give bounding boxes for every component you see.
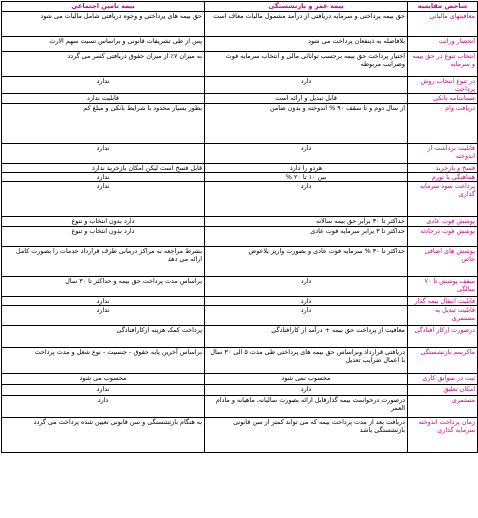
table-row [2, 103, 478, 143]
criteria-cell: دریافت وام [408, 103, 478, 143]
social-security-cell: بطور بسیار محدود با شرایط بانکی و مبلغ کم [2, 103, 205, 143]
life-insurance-cell: بین ۱۰ تا ۲۰ % [205, 172, 408, 181]
social-security-cell: ندارد [2, 306, 205, 326]
criteria-cell: معافیتهای مالیاتی [408, 12, 478, 37]
life-insurance-cell: اختیار پرداخت حق بیمه برحسب توانائی مالی و انتخاب سرمایه فوت وضرایب مربوطه [205, 52, 408, 77]
life-insurance-cell: معافیت از پرداخت حق بیمه + درآمد از کارافتادگی [205, 326, 408, 348]
life-insurance-cell: دارد [205, 143, 408, 163]
header-life-insurance: بیمه عمر و بازنشستگی [205, 2, 408, 12]
social-security-cell: ندارد [2, 143, 205, 163]
criteria-cell: سقف پوشش تا ۷۰ سالگی [408, 277, 478, 297]
table-row [2, 396, 478, 418]
life-insurance-cell: دارد [205, 297, 408, 306]
table-row [2, 52, 478, 77]
table-row [2, 163, 478, 172]
social-security-cell: براساس آخرین پایه حقوق - جنسیت - نوع شغل و مدت پرداخت [2, 348, 205, 374]
social-security-cell: ندارد [2, 385, 205, 396]
criteria-cell: ثبت در سوابق کاری [408, 374, 478, 385]
social-security-cell: ندارد [2, 77, 205, 94]
life-insurance-cell: دارد [205, 306, 408, 326]
table-row [2, 297, 478, 306]
table-row [2, 77, 478, 94]
life-insurance-cell: بلافاصله به ذینفعان پرداخت می شود [205, 37, 408, 52]
social-security-cell: دارد [2, 396, 205, 418]
criteria-cell: انحصار وراثت [408, 37, 478, 52]
criteria-cell: قابلیت تبدیل به مستمری [408, 306, 478, 326]
table-row [2, 217, 478, 227]
header-row [2, 2, 478, 12]
table-row [2, 306, 478, 326]
social-security-cell: پرداخت کمک هزینه ازکارافتادگی [2, 326, 205, 348]
social-security-cell: دارد بدون انتخاب و تنوع [2, 217, 205, 227]
social-security-cell: ندارد [2, 182, 205, 217]
criteria-cell: پوشش های اضافی خاص [408, 247, 478, 277]
social-security-cell: حق بیمه های پرداختی و وجوه دریافتی شامل مالیات می شود [2, 12, 205, 37]
table-row [2, 247, 478, 277]
criteria-cell: زمان پرداخت اندوخته سرمایه گذاری [408, 418, 478, 453]
table-row [2, 277, 478, 297]
life-insurance-cell: دریافت بعد از مدت پرداخت بیمه که می تواند کمتر از سن قانونی بازنشستگی باشد [205, 418, 408, 453]
table-row [2, 348, 478, 374]
social-security-cell: قابلیت ندارد [2, 94, 205, 103]
table-row [2, 374, 478, 385]
criteria-cell: قابلیت انتقال بیمه گذار [408, 297, 478, 306]
criteria-cell: درصورت ازکار افتادگی [408, 326, 478, 348]
criteria-cell: فسخ و بازخرید [408, 163, 478, 172]
table-body [2, 12, 478, 453]
life-insurance-cell: دارد [205, 385, 408, 396]
social-security-cell: پس از طی تشریفات قانونی و براساس نسبت سهم الارث [2, 37, 205, 52]
social-security-cell: به میزان ۷٪ از میزان حقوق دریافتی کسر می گردد [2, 52, 205, 77]
social-security-cell: ندارد [2, 297, 205, 306]
table-row [2, 37, 478, 52]
life-insurance-cell: دریافتی قرارداد وبراساس حق بیمه های پرداختی طی مدت ۵ الی ۳۰ سال با اعمال ضرایب تعدیل [205, 348, 408, 374]
social-security-cell: براساس مدت پرداخت حق بیمه و حداکثر تا ۳۰ سال [2, 277, 205, 297]
table-row [2, 12, 478, 37]
social-security-cell: بشرط مراجعه به مراکز درمانی طرف قرارداد خدمات را بصورت کامل ارائه می دهد [2, 247, 205, 277]
table-row [2, 326, 478, 348]
life-insurance-cell: حداکثر تا ۳ برابر سرمایه فوت عادی [205, 227, 408, 247]
table-row [2, 143, 478, 163]
life-insurance-cell: قابل تبدیل و ارائه است [205, 94, 408, 103]
life-insurance-cell: دارد [205, 182, 408, 217]
life-insurance-cell: دارد [205, 277, 408, 297]
criteria-cell: مستمری [408, 396, 478, 418]
criteria-cell: امکان تعلیق [408, 385, 478, 396]
table-row [2, 172, 478, 181]
table-row [2, 227, 478, 247]
life-insurance-cell: حداکثر تا ۳۰ % سرمایه فوت عادی و بصورت واریز بلاعوض [205, 247, 408, 277]
table-row [2, 418, 478, 453]
criteria-cell: پرداخت سود سرمایه گذاری [408, 182, 478, 217]
life-insurance-cell: درصورت درخواست بیمه گذارقابل ارائه بصورت سالیانه، ماهیانه و مادام العمر [205, 396, 408, 418]
social-security-cell: قابل فسخ است لیکن امکان بازخرید ندارد [2, 163, 205, 172]
criteria-cell: هماهنگی با تورم [408, 172, 478, 181]
criteria-cell: ضمانتنامه بانکی [408, 94, 478, 103]
social-security-cell: دارد بدون انتخاب و تنوع [2, 227, 205, 247]
social-security-cell: ندارد [2, 172, 205, 181]
table-row [2, 385, 478, 396]
life-insurance-cell: محسوب نمی شود [205, 374, 408, 385]
life-insurance-cell: دارد [205, 77, 408, 94]
comparison-table [1, 1, 478, 453]
life-insurance-cell: هردو را دارد [205, 163, 408, 172]
criteria-cell: پوشش فوت عادی [408, 217, 478, 227]
life-insurance-cell: حداکثر تا ۳۰ برابر حق بیمه سالانه [205, 217, 408, 227]
table-row [2, 94, 478, 103]
social-security-cell: محسوب می شود [2, 374, 205, 385]
criteria-cell: پوشش فوت درحادثه [408, 227, 478, 247]
criteria-cell: قابلیت برداشت از اندوخته [408, 143, 478, 163]
criteria-cell: در تنوع انتخاب روش پرداخت [408, 77, 478, 94]
criteria-cell: انتخاب تنوع در حق بیمه و سرمایه [408, 52, 478, 77]
header-social-security: بیمه تامین اجتماعی [2, 2, 205, 12]
social-security-cell: به هنگام بازنشستگی و سن قانونی تعیین شده پرداخت می گردد [2, 418, 205, 453]
header-criteria: شاخص مقایسه [408, 2, 478, 12]
table-row [2, 182, 478, 217]
life-insurance-cell: از سال دوم و تا سقف ۹۰ % اندوخته و بدون ضامن [205, 103, 408, 143]
criteria-cell: ماکزیمم بازنشستگی [408, 348, 478, 374]
life-insurance-cell: حق بیمه پرداختی و سرمایه دریافتی از درآمد مشمول مالیات معاف است [205, 12, 408, 37]
